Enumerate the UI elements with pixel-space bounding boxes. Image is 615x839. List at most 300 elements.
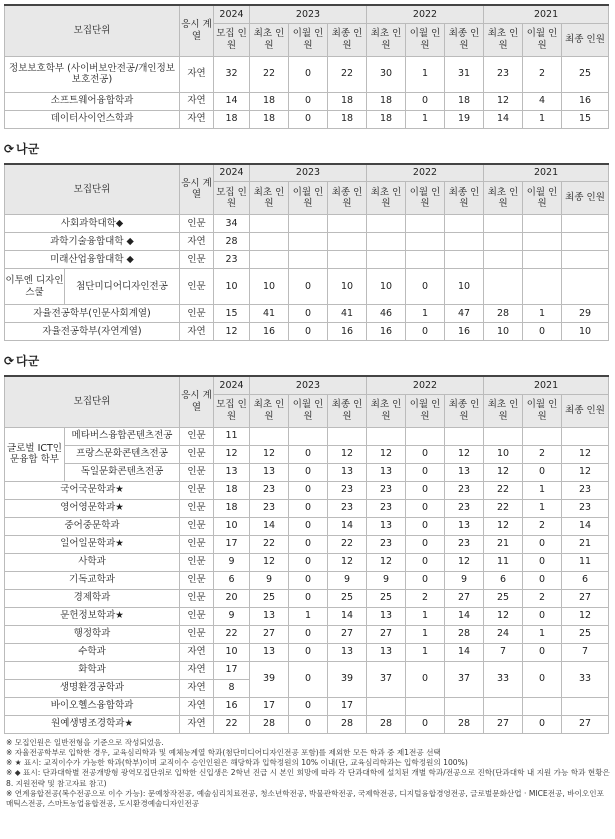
- data-cell: 0: [523, 535, 562, 553]
- data-cell: [367, 233, 406, 251]
- data-cell: 12: [484, 607, 523, 625]
- header-carry: 이월 인원: [523, 23, 562, 56]
- unit-name: 이투엔 디자인스쿨: [5, 269, 65, 305]
- data-cell: [250, 251, 289, 269]
- header-recruit: 모집 인원: [214, 182, 250, 215]
- data-cell: [562, 427, 609, 445]
- data-cell: 0: [406, 661, 445, 697]
- data-cell: [406, 215, 445, 233]
- data-cell: 21: [562, 535, 609, 553]
- data-cell: 18: [214, 499, 250, 517]
- data-cell: 23: [214, 251, 250, 269]
- data-cell: 0: [406, 517, 445, 535]
- header-row: [5, 164, 609, 182]
- data-cell: 1: [406, 607, 445, 625]
- data-cell: 0: [406, 92, 445, 110]
- section-title-na: ⟳ 나군: [4, 141, 40, 156]
- footnote: ※ ★ 표시: 교직이수가 가능한 학과(학부)이며 교직이수 승인인원은 해당학과 입학정원의 10% 이내(단, 교육심리학과는 입학정원의 100%): [6, 758, 468, 767]
- data-cell: 0: [289, 697, 328, 715]
- data-cell: 9: [445, 571, 484, 589]
- header-final: 최종 인원: [328, 394, 367, 427]
- data-cell: 27: [250, 625, 289, 643]
- header-carry: 이월 인원: [523, 182, 562, 215]
- header-row: [5, 376, 609, 394]
- data-cell: [328, 251, 367, 269]
- data-cell: 0: [406, 323, 445, 341]
- field-value: 자연: [180, 679, 214, 697]
- data-cell: 1: [523, 110, 562, 128]
- table-row: [5, 445, 609, 463]
- data-cell: [250, 233, 289, 251]
- header-2021: 2021: [484, 5, 609, 23]
- data-cell: 0: [406, 445, 445, 463]
- data-cell: 22: [484, 499, 523, 517]
- data-cell: [445, 233, 484, 251]
- data-cell: 11: [562, 553, 609, 571]
- data-cell: 12: [562, 607, 609, 625]
- field-value: 자연: [180, 643, 214, 661]
- header-final: 최종 인원: [562, 394, 609, 427]
- unit-name: 사학과: [5, 553, 180, 571]
- data-cell: 29: [562, 305, 609, 323]
- data-cell: 39: [328, 661, 367, 697]
- footnotes: [6, 738, 611, 810]
- data-cell: 18: [250, 92, 289, 110]
- data-cell: [250, 427, 289, 445]
- data-cell: 47: [445, 305, 484, 323]
- header-carry: 이월 인원: [406, 394, 445, 427]
- data-cell: [367, 427, 406, 445]
- header-carry: 이월 인원: [406, 182, 445, 215]
- data-cell: 18: [445, 92, 484, 110]
- data-cell: 25: [562, 56, 609, 92]
- unit-name: 영어영문학과★: [5, 499, 180, 517]
- header-final: 최종 인원: [445, 394, 484, 427]
- data-cell: [289, 233, 328, 251]
- field-value: 자연: [180, 715, 214, 733]
- header-final: 최종 인원: [445, 182, 484, 215]
- data-cell: 0: [406, 571, 445, 589]
- data-cell: 0: [406, 269, 445, 305]
- data-cell: 1: [523, 499, 562, 517]
- field-value: 인문: [180, 625, 214, 643]
- data-cell: 13: [250, 607, 289, 625]
- unit-name: 소프트웨어융합학과: [5, 92, 180, 110]
- data-cell: [367, 215, 406, 233]
- footnote: ※ ◆ 표시: 단과대학별 전공개방형 광역모집단위로 입학한 신입생은 2학년 진급 시 본인 희망에 따라 각 단과대학에 설치된 개별 학과/전공으로 진학(단과대학 내 지원 가능 학과 현황은 8. 지원전략 및 참고자료 참고): [6, 768, 610, 788]
- data-cell: 0: [523, 715, 562, 733]
- data-cell: 46: [367, 305, 406, 323]
- field-value: 인문: [180, 427, 214, 445]
- unit-name: 사회과학대학◆: [5, 215, 180, 233]
- data-cell: [367, 697, 406, 715]
- field-value: 자연: [180, 697, 214, 715]
- data-cell: 10: [445, 269, 484, 305]
- data-cell: 13: [214, 463, 250, 481]
- field-value: 인문: [180, 535, 214, 553]
- unit-name: 행정학과: [5, 625, 180, 643]
- field-value: 인문: [180, 481, 214, 499]
- data-cell: [445, 251, 484, 269]
- data-cell: [562, 697, 609, 715]
- header-initial: 최초 인원: [367, 182, 406, 215]
- data-cell: 23: [328, 499, 367, 517]
- data-cell: 0: [289, 269, 328, 305]
- data-cell: 0: [289, 535, 328, 553]
- data-cell: 0: [289, 553, 328, 571]
- data-cell: 16: [328, 323, 367, 341]
- field-value: 인문: [180, 305, 214, 323]
- data-cell: [484, 269, 523, 305]
- data-cell: 2: [523, 589, 562, 607]
- data-cell: 17: [328, 697, 367, 715]
- data-cell: 13: [367, 463, 406, 481]
- data-cell: [289, 427, 328, 445]
- data-cell: 18: [328, 92, 367, 110]
- table-row: [5, 625, 609, 643]
- table-row: [5, 553, 609, 571]
- data-cell: 18: [250, 110, 289, 128]
- header-2021: 2021: [484, 164, 609, 182]
- data-cell: 18: [214, 110, 250, 128]
- data-cell: 23: [328, 481, 367, 499]
- data-cell: 0: [289, 517, 328, 535]
- data-cell: 14: [250, 517, 289, 535]
- table-row: [5, 110, 609, 128]
- unit-name: 바이오헬스융합학과: [5, 697, 180, 715]
- data-cell: 1: [523, 305, 562, 323]
- data-cell: 22: [250, 535, 289, 553]
- data-cell: [562, 215, 609, 233]
- table-row: [5, 463, 609, 481]
- header-2023: 2023: [250, 164, 367, 182]
- unit-name: 문헌정보학과★: [5, 607, 180, 625]
- table-row: [5, 251, 609, 269]
- data-cell: 0: [406, 553, 445, 571]
- data-cell: 32: [214, 56, 250, 92]
- data-cell: 15: [214, 305, 250, 323]
- header-2022: 2022: [367, 164, 484, 182]
- data-cell: 10: [214, 269, 250, 305]
- table-row: [5, 233, 609, 251]
- header-final: 최종 인원: [445, 23, 484, 56]
- data-cell: 0: [406, 715, 445, 733]
- table-row: [5, 517, 609, 535]
- data-cell: [523, 233, 562, 251]
- unit-name: 자율전공학부(인문사회계열): [5, 305, 180, 323]
- data-cell: 10: [250, 269, 289, 305]
- data-cell: 1: [406, 305, 445, 323]
- data-cell: [562, 269, 609, 305]
- data-cell: 13: [328, 643, 367, 661]
- data-cell: 27: [445, 589, 484, 607]
- data-cell: [484, 427, 523, 445]
- data-cell: 28: [484, 305, 523, 323]
- field-value: 인문: [180, 215, 214, 233]
- data-cell: 12: [562, 463, 609, 481]
- unit-name: 미래산업융합대학 ◆: [5, 251, 180, 269]
- table-row: [5, 481, 609, 499]
- admission-table-da: [4, 375, 609, 734]
- unit-name: 독일문화콘텐츠전공: [65, 463, 180, 481]
- field-value: 인문: [180, 445, 214, 463]
- data-cell: 4: [523, 92, 562, 110]
- data-cell: 25: [250, 589, 289, 607]
- data-cell: 0: [406, 463, 445, 481]
- data-cell: 1: [406, 56, 445, 92]
- data-cell: 1: [523, 625, 562, 643]
- header-initial: 최초 인원: [484, 394, 523, 427]
- header-field: 응시 계열: [180, 376, 214, 427]
- data-cell: 0: [523, 571, 562, 589]
- table-row: [5, 427, 609, 445]
- data-cell: 7: [484, 643, 523, 661]
- table-row: [5, 697, 609, 715]
- footnote: ※ 자율전공학부로 입학한 경우, 교육심리학과 및 예체능계열 학과(첨단미디어디자인전공 포함)를 제외한 모든 학과 중 제1전공 선택: [6, 747, 441, 757]
- table-row: [5, 323, 609, 341]
- data-cell: 10: [328, 269, 367, 305]
- data-cell: [484, 697, 523, 715]
- header-2022: 2022: [367, 5, 484, 23]
- unit-subname: 첨단미디어디자인전공: [65, 269, 180, 305]
- table-row: [5, 661, 609, 679]
- data-cell: 28: [445, 715, 484, 733]
- admission-table-na: [4, 163, 609, 342]
- data-cell: 10: [484, 445, 523, 463]
- header-field: 응시 계열: [180, 164, 214, 215]
- data-cell: 0: [289, 92, 328, 110]
- data-cell: 19: [445, 110, 484, 128]
- section-title-da: ⟳ 다군: [4, 354, 40, 368]
- data-cell: 0: [523, 643, 562, 661]
- data-cell: 0: [289, 571, 328, 589]
- table-row: [5, 269, 609, 305]
- table-row: [5, 56, 609, 92]
- data-cell: 13: [445, 517, 484, 535]
- unit-name: 수학과: [5, 643, 180, 661]
- data-cell: 23: [367, 499, 406, 517]
- header-row: [5, 5, 609, 23]
- data-cell: 6: [562, 571, 609, 589]
- group-name: 글로벌 ICT인문융합 학부: [5, 427, 65, 481]
- data-cell: 28: [328, 715, 367, 733]
- data-cell: [445, 215, 484, 233]
- data-cell: 22: [484, 481, 523, 499]
- header-carry: 이월 인원: [289, 394, 328, 427]
- data-cell: 17: [250, 697, 289, 715]
- data-cell: 0: [289, 625, 328, 643]
- data-cell: 0: [406, 481, 445, 499]
- unit-name: 원예생명조경학과★: [5, 715, 180, 733]
- unit-name: 과학기술융합대학 ◆: [5, 233, 180, 251]
- data-cell: 12: [484, 92, 523, 110]
- table-row: [5, 305, 609, 323]
- data-cell: 0: [289, 463, 328, 481]
- data-cell: [406, 233, 445, 251]
- unit-name: 프랑스문화콘텐츠전공: [65, 445, 180, 463]
- data-cell: 10: [214, 517, 250, 535]
- data-cell: 14: [562, 517, 609, 535]
- data-cell: 23: [250, 481, 289, 499]
- data-cell: 16: [367, 323, 406, 341]
- data-cell: 13: [250, 463, 289, 481]
- footnote: ※ 모집인원은 일반전형을 기준으로 작성되었음.: [6, 737, 164, 747]
- header-initial: 최초 인원: [484, 182, 523, 215]
- data-cell: 0: [289, 445, 328, 463]
- data-cell: 13: [328, 463, 367, 481]
- data-cell: 2: [406, 589, 445, 607]
- data-cell: 16: [445, 323, 484, 341]
- field-value: 인문: [180, 571, 214, 589]
- data-cell: 13: [367, 643, 406, 661]
- data-cell: 12: [445, 553, 484, 571]
- data-cell: 1: [289, 607, 328, 625]
- data-cell: 9: [214, 553, 250, 571]
- data-cell: 12: [250, 553, 289, 571]
- data-cell: 33: [484, 661, 523, 697]
- data-cell: 23: [484, 56, 523, 92]
- data-cell: 12: [367, 445, 406, 463]
- table-row: [5, 589, 609, 607]
- data-cell: 41: [250, 305, 289, 323]
- field-value: 인문: [180, 517, 214, 535]
- table-row: [5, 499, 609, 517]
- header-carry: 이월 인원: [289, 23, 328, 56]
- header-carry: 이월 인원: [289, 182, 328, 215]
- data-cell: 10: [562, 323, 609, 341]
- data-cell: 0: [289, 661, 328, 697]
- header-initial: 최초 인원: [250, 23, 289, 56]
- data-cell: [484, 251, 523, 269]
- table-row: [5, 215, 609, 233]
- data-cell: [523, 215, 562, 233]
- header-final: 최종 인원: [562, 23, 609, 56]
- header-recruit: 모집 인원: [214, 394, 250, 427]
- data-cell: 0: [289, 110, 328, 128]
- header-2022: 2022: [367, 376, 484, 394]
- data-cell: 10: [214, 643, 250, 661]
- data-cell: 2: [523, 56, 562, 92]
- data-cell: 15: [562, 110, 609, 128]
- table-row: [5, 643, 609, 661]
- data-cell: 11: [214, 427, 250, 445]
- data-cell: 13: [367, 607, 406, 625]
- field-value: 인문: [180, 251, 214, 269]
- header-2023: 2023: [250, 5, 367, 23]
- data-cell: 9: [328, 571, 367, 589]
- data-cell: 13: [367, 517, 406, 535]
- data-cell: 27: [562, 715, 609, 733]
- header-carry: 이월 인원: [406, 23, 445, 56]
- data-cell: [328, 215, 367, 233]
- data-cell: [289, 251, 328, 269]
- data-cell: 12: [250, 445, 289, 463]
- data-cell: 10: [484, 323, 523, 341]
- data-cell: [562, 251, 609, 269]
- data-cell: 17: [214, 535, 250, 553]
- data-cell: 28: [445, 625, 484, 643]
- data-cell: 0: [523, 323, 562, 341]
- data-cell: 0: [523, 607, 562, 625]
- header-carry: 이월 인원: [523, 394, 562, 427]
- data-cell: 22: [328, 56, 367, 92]
- data-cell: 23: [367, 481, 406, 499]
- data-cell: [523, 697, 562, 715]
- data-cell: 12: [367, 553, 406, 571]
- unit-name: 생명환경공학과: [5, 679, 180, 697]
- data-cell: 16: [250, 323, 289, 341]
- header-unit: 모집단위: [5, 376, 180, 427]
- data-cell: [367, 251, 406, 269]
- data-cell: [406, 251, 445, 269]
- data-cell: 0: [523, 463, 562, 481]
- data-cell: 33: [562, 661, 609, 697]
- data-cell: 0: [289, 481, 328, 499]
- data-cell: 11: [484, 553, 523, 571]
- data-cell: 23: [562, 499, 609, 517]
- header-unit: 모집단위: [5, 5, 180, 56]
- data-cell: 0: [406, 535, 445, 553]
- data-cell: [250, 215, 289, 233]
- data-cell: 30: [367, 56, 406, 92]
- data-cell: 23: [367, 535, 406, 553]
- data-cell: 10: [367, 269, 406, 305]
- data-cell: 0: [289, 56, 328, 92]
- data-cell: 12: [328, 553, 367, 571]
- data-cell: 17: [214, 661, 250, 679]
- unit-name: 경제학과: [5, 589, 180, 607]
- data-cell: 12: [328, 445, 367, 463]
- unit-name: 정보보호학부 (사이버보안전공/개인정보보호전공): [5, 56, 180, 92]
- field-value: 자연: [180, 323, 214, 341]
- data-cell: [523, 269, 562, 305]
- unit-name: 국어국문학과★: [5, 481, 180, 499]
- header-2024: 2024: [214, 164, 250, 182]
- table-row: [5, 715, 609, 733]
- data-cell: 14: [484, 110, 523, 128]
- header-initial: 최초 인원: [484, 23, 523, 56]
- footnote: ※ 연계융합전공(복수전공으로 이수 가능): 문예창작전공, 예술심리치료전공, 청소년학전공, 박물관학전공, 국제학전공, 디지털융합경영전공, 글로벌문화산업 · MICE전공, 바이오인포매틱스전공, 스마트농업융합전공, 도시환경예술디자인전공: [6, 788, 604, 808]
- header-initial: 최초 인원: [250, 394, 289, 427]
- data-cell: [445, 697, 484, 715]
- unit-name: 일어일문학과★: [5, 535, 180, 553]
- data-cell: 9: [214, 607, 250, 625]
- unit-name: 자율전공학부(자연계열): [5, 323, 180, 341]
- data-cell: 8: [214, 679, 250, 697]
- data-cell: 0: [289, 643, 328, 661]
- data-cell: [445, 427, 484, 445]
- data-cell: 21: [484, 535, 523, 553]
- field-value: 자연: [180, 661, 214, 679]
- header-unit: 모집단위: [5, 164, 180, 215]
- header-2023: 2023: [250, 376, 367, 394]
- unit-name: 기독교학과: [5, 571, 180, 589]
- header-recruit: 모집 인원: [214, 23, 250, 56]
- field-value: 인문: [180, 553, 214, 571]
- arrow-icon: ⟳: [4, 354, 15, 368]
- table-row: [5, 535, 609, 553]
- data-cell: 20: [214, 589, 250, 607]
- table-row: [5, 92, 609, 110]
- unit-name: 메타버스융합콘텐츠전공: [65, 427, 180, 445]
- admission-table-ga: [4, 4, 609, 129]
- data-cell: 6: [484, 571, 523, 589]
- data-cell: [406, 427, 445, 445]
- data-cell: 37: [445, 661, 484, 697]
- data-cell: 0: [289, 589, 328, 607]
- data-cell: 27: [484, 715, 523, 733]
- data-cell: [523, 251, 562, 269]
